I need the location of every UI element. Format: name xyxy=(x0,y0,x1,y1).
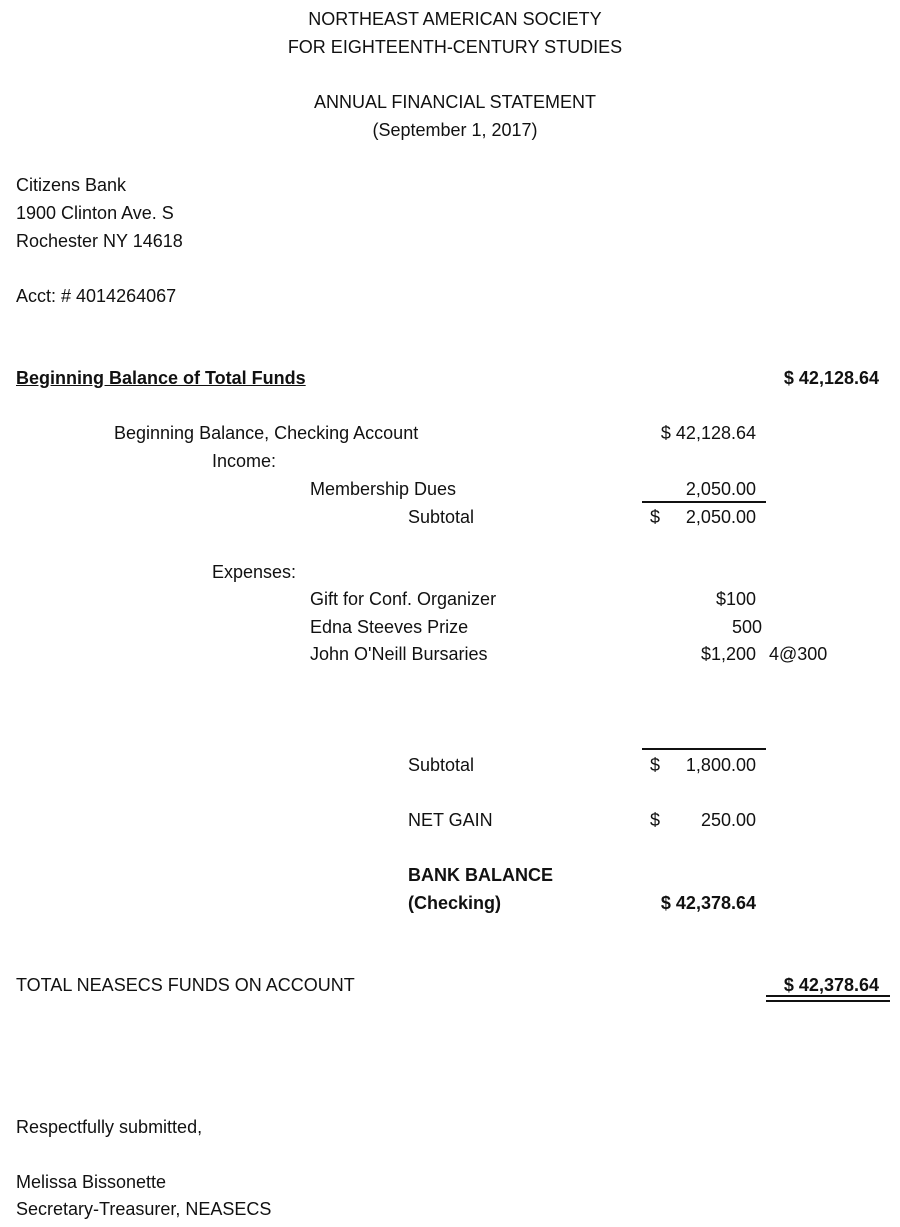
income-item-amount: 2,050.00 xyxy=(685,479,756,499)
expenses-label: Expenses: xyxy=(212,562,297,582)
signer-title: Secretary-Treasurer, NEASECS xyxy=(16,1199,272,1219)
expenses-subtotal-amount: 1,800.00 xyxy=(685,755,756,775)
beginning-total-amount: $ 42,128.64 xyxy=(783,368,879,388)
account-number: Acct: # 4014264067 xyxy=(16,286,177,306)
expenses-subtotal-label: Subtotal xyxy=(408,755,475,775)
bank-name: Citizens Bank xyxy=(16,175,127,195)
org-name-line2: FOR EIGHTEENTH-CENTURY STUDIES xyxy=(287,37,623,57)
beginning-total-label: Beginning Balance of Total Funds xyxy=(16,368,306,388)
net-gain-amount: 250.00 xyxy=(700,810,756,830)
expense-item-amount: $1,200 xyxy=(700,644,756,664)
total-funds-label: TOTAL NEASECS FUNDS ON ACCOUNT xyxy=(16,975,355,995)
net-gain-label: NET GAIN xyxy=(408,810,493,830)
org-name-line1: NORTHEAST AMERICAN SOCIETY xyxy=(308,9,602,29)
bank-balance-amount: $ 42,378.64 xyxy=(660,893,756,913)
total-funds-amount: $ 42,378.64 xyxy=(783,975,879,995)
expenses-subtotal-rule xyxy=(642,748,766,750)
income-label: Income: xyxy=(212,451,277,471)
expense-item-label: Edna Steeves Prize xyxy=(310,617,469,637)
bank-balance-sublabel: (Checking) xyxy=(408,893,502,913)
bank-street: 1900 Clinton Ave. S xyxy=(16,203,174,223)
expense-item-label: Gift for Conf. Organizer xyxy=(310,589,497,609)
bank-balance-label: BANK BALANCE xyxy=(408,865,553,885)
expense-item-amount: 500 xyxy=(731,617,762,637)
income-subtotal-rule xyxy=(642,501,766,503)
income-subtotal-amount: 2,050.00 xyxy=(685,507,756,527)
income-item-label: Membership Dues xyxy=(310,479,457,499)
bank-city: Rochester NY 14618 xyxy=(16,231,183,251)
expense-item-label: John O'Neill Bursaries xyxy=(310,644,488,664)
income-subtotal-currency: $ xyxy=(650,507,661,527)
total-funds-double-rule-bottom xyxy=(766,1000,890,1002)
signer-name: Melissa Bissonette xyxy=(16,1172,167,1192)
total-funds-double-rule-top xyxy=(766,995,890,997)
closing-text: Respectfully submitted, xyxy=(16,1117,203,1137)
expense-item-note: 4@300 xyxy=(769,644,828,664)
statement-date: (September 1, 2017) xyxy=(372,120,538,140)
expense-item-amount: $100 xyxy=(715,589,756,609)
checking-balance-amount: $ 42,128.64 xyxy=(660,423,756,443)
net-gain-currency: $ xyxy=(650,810,661,830)
statement-title: ANNUAL FINANCIAL STATEMENT xyxy=(313,92,597,112)
income-subtotal-label: Subtotal xyxy=(408,507,475,527)
expenses-subtotal-currency: $ xyxy=(650,755,661,775)
checking-balance-label: Beginning Balance, Checking Account xyxy=(114,423,419,443)
